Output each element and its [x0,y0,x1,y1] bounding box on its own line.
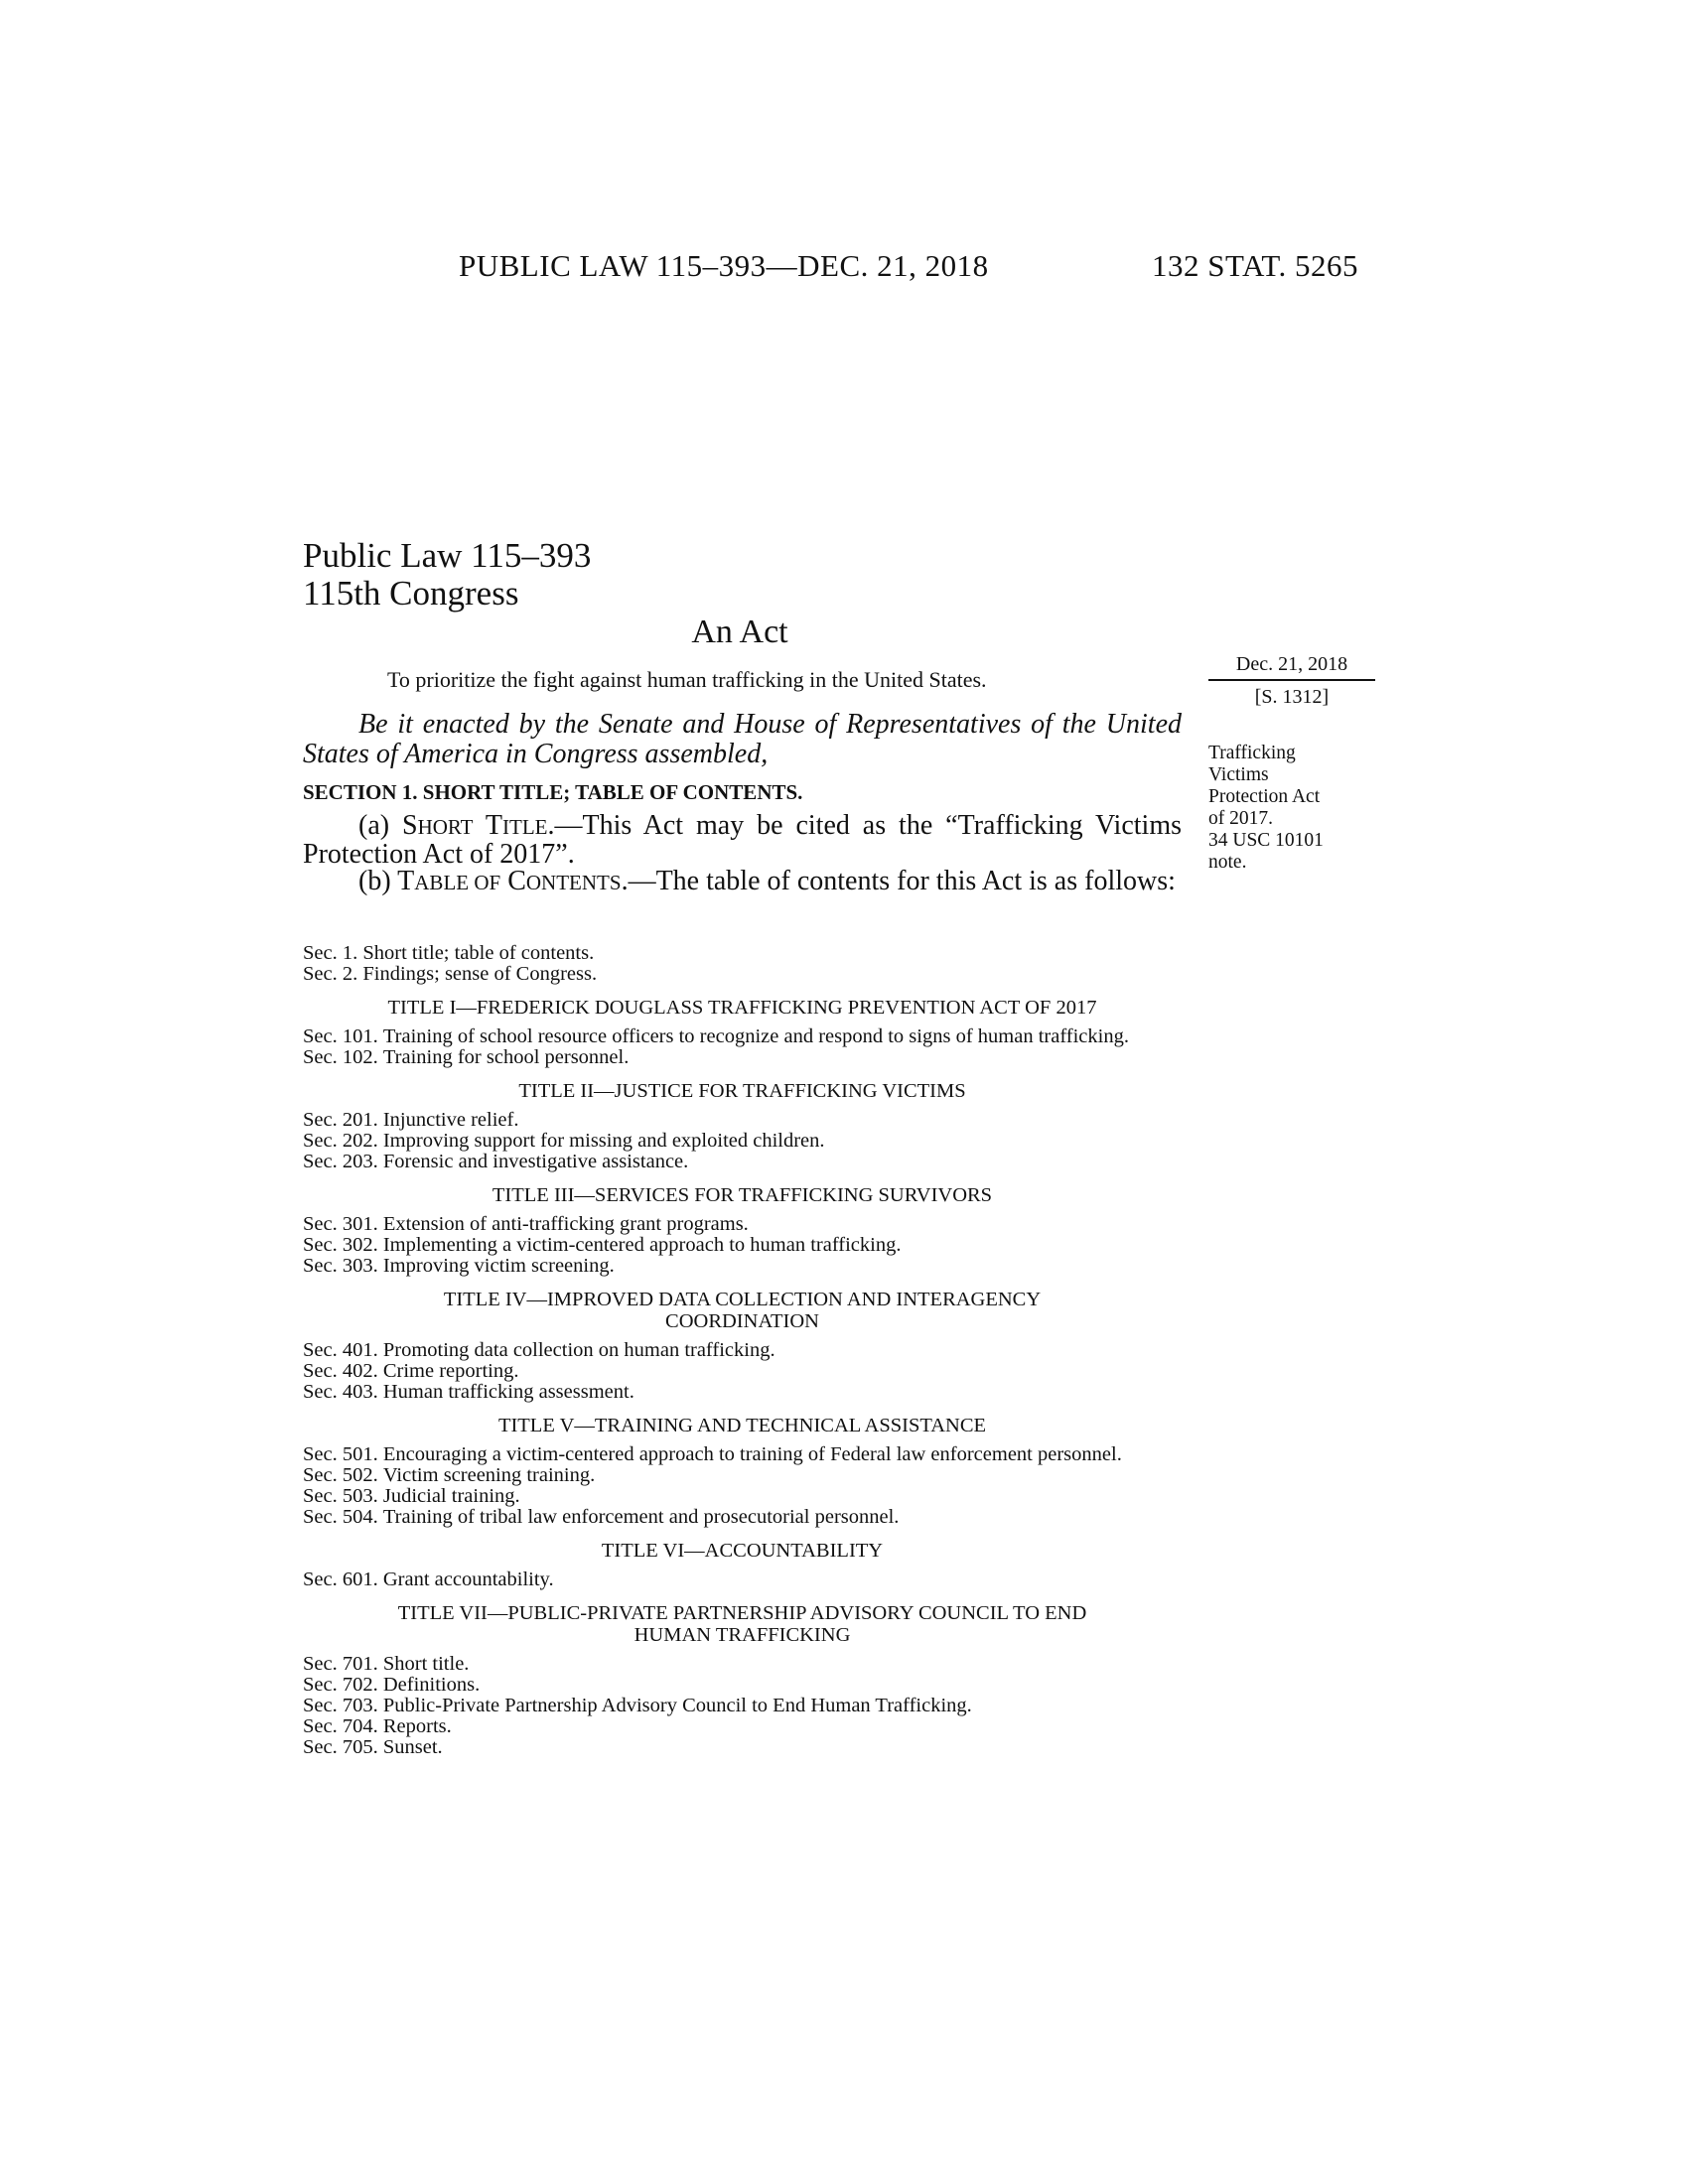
small-caps-text: ITLE [502,815,548,839]
toc-section-title: Crime reporting. [382,1360,519,1382]
toc-section-title: Improving victim screening. [382,1255,615,1277]
margin-note-line: 34 USC 10101 [1208,830,1324,851]
small-caps-initial: T [473,810,503,841]
toc-title-heading [303,997,1182,1019]
toc-title-line: TITLE III—SERVICES FOR TRAFFICKING SURVIVORS [492,1184,993,1206]
toc-title-line: HUMAN TRAFFICKING [633,1624,851,1646]
small-caps-initial: S [402,810,418,841]
toc-title-line: TITLE VI—ACCOUNTABILITY [601,1540,884,1562]
toc-section-title: Public-Private Partnership Advisory Council to End Human Trafficking. [382,1695,972,1716]
toc-title-line: TITLE II—JUSTICE FOR TRAFFICKING VICTIMS [518,1080,966,1102]
toc-title-line: TITLE V—TRAINING AND TECHNICAL ASSISTANCE [497,1415,987,1436]
toc-section-title: Victim screening training. [382,1464,596,1486]
margin-date: Dec. 21, 2018 [1235,653,1348,675]
toc-section-title: Human trafficking assessment. [382,1381,634,1403]
toc-entry [303,1361,1182,1382]
toc-entry [303,1465,1182,1486]
running-header-citation: PUBLIC LAW 115–393—DEC. 21, 2018 [459,248,989,283]
table-of-contents [303,943,1182,1758]
toc-section-number: Sec. 101. [303,1025,383,1047]
toc-title-heading [303,1540,1182,1562]
small-caps-text: ONTENTS [525,871,622,894]
toc-section-number: Sec. 2. [303,963,363,985]
toc-section-number: Sec. 503. [303,1485,383,1507]
toc-section-number: Sec. 401. [303,1339,383,1361]
toc-title-heading [303,1080,1182,1102]
margin-note-line: Victims [1208,764,1269,785]
margin-note-line: Trafficking [1208,743,1296,763]
margin-note-line: note. [1208,852,1247,873]
toc-entry [303,1026,1182,1047]
toc-section-title: Short title; table of contents. [362,942,595,964]
toc-title-heading [303,1602,1182,1646]
paragraph-text: .—This Act may be cited as the “Trafficking Victims Protection Act of 2017”. [303,810,1182,870]
toc-entry [303,1444,1182,1465]
small-caps-text: ABLE [414,871,470,894]
toc-entry [303,1675,1182,1696]
toc-section-number: Sec. 301. [303,1213,383,1235]
toc-section-number: Sec. 303. [303,1255,383,1277]
toc-entry [303,1486,1182,1507]
toc-section-title: Short title. [382,1653,470,1675]
toc-section-number: Sec. 403. [303,1381,383,1403]
toc-section-number: Sec. 1. [303,942,363,964]
short-title-paragraph [303,812,1182,869]
paragraph-label: (b) [358,866,398,896]
toc-section-title: Training of school resource officers to recognize and respond to signs of human trafficking. [382,1025,1129,1047]
toc-section-title: Sunset. [382,1736,443,1758]
toc-section-number: Sec. 704. [303,1715,383,1737]
toc-entry [303,1152,1182,1172]
toc-section-title: Judicial training. [382,1485,520,1507]
law-number: Public Law 115–393 [303,536,592,575]
margin-note [1208,743,1382,874]
toc-entry [303,1382,1182,1403]
toc-entry [303,1340,1182,1361]
toc-section-title: Promoting data collection on human trafficking. [382,1339,775,1361]
section-heading: SECTION 1. SHORT TITLE; TABLE OF CONTENTS. [303,780,803,804]
toc-entry [303,1110,1182,1131]
margin-note-line: Protection Act [1208,786,1321,807]
toc-section-number: Sec. 703. [303,1695,383,1716]
toc-entry [303,1214,1182,1235]
small-caps-text: HORT [417,815,474,839]
toc-section-number: Sec. 102. [303,1046,383,1068]
small-caps-initial: C [500,866,526,896]
toc-section-number: Sec. 502. [303,1464,383,1486]
toc-title-line: COORDINATION [665,1310,819,1332]
toc-section-number: Sec. 203. [303,1151,383,1172]
toc-section-number: Sec. 302. [303,1234,383,1256]
toc-title-heading [303,1415,1182,1436]
toc-section-number: Sec. 702. [303,1674,383,1696]
running-header-page-number: 132 STAT. 5265 [1152,248,1359,283]
toc-title-heading [303,1289,1182,1332]
margin-bill-number: [S. 1312] [1254,686,1330,708]
toc-entry [303,1654,1182,1675]
toc-section-number: Sec. 501. [303,1443,383,1465]
paragraph-label: (a) [358,810,402,841]
toc-section-title: Forensic and investigative assistance. [382,1151,689,1172]
paragraph-text: .—The table of contents for this Act is as follows: [621,866,1176,896]
small-caps-text: OF [469,871,501,894]
act-heading: An Act [691,614,788,650]
toc-section-title: Improving support for missing and exploited children. [382,1130,825,1152]
toc-section-number: Sec. 202. [303,1130,383,1152]
toc-entry [303,1737,1182,1758]
toc-section-title: Grant accountability. [382,1569,554,1590]
toc-entry [303,1716,1182,1737]
toc-entry [303,1696,1182,1716]
toc-entry [303,1256,1182,1277]
toc-section-title: Extension of anti-trafficking grant programs. [382,1213,749,1235]
congress-label: 115th Congress [303,574,519,613]
toc-entry [303,943,1182,964]
toc-section-number: Sec. 402. [303,1360,383,1382]
toc-title-heading [303,1184,1182,1206]
margin-rule [1208,679,1375,681]
toc-title-line: TITLE VII—PUBLIC-PRIVATE PARTNERSHIP ADVISORY COUNCIL TO END [397,1602,1087,1624]
toc-title-line: TITLE I—FREDERICK DOUGLASS TRAFFICKING PREVENTION ACT OF 2017 [387,997,1097,1019]
act-purpose: To prioritize the fight against human trafficking in the United States. [387,667,987,692]
toc-section-number: Sec. 601. [303,1569,383,1590]
enacting-clause: Be it enacted by the Senate and House of Representatives of the United States of America in Congress assembled, [303,709,1182,769]
toc-section-title: Reports. [382,1715,452,1737]
toc-section-title: Findings; sense of Congress. [362,963,598,985]
toc-section-number: Sec. 504. [303,1506,383,1528]
table-of-contents-paragraph [303,868,1182,896]
toc-entry [303,1507,1182,1528]
margin-note-line: of 2017. [1208,808,1273,829]
toc-section-title: Injunctive relief. [382,1109,519,1131]
toc-section-number: Sec. 705. [303,1736,383,1758]
toc-section-title: Training of tribal law enforcement and prosecutorial personnel. [382,1506,900,1528]
toc-entry [303,1235,1182,1256]
toc-title-line: TITLE IV—IMPROVED DATA COLLECTION AND INTERAGENCY [443,1289,1042,1310]
small-caps-initial: T [397,866,415,896]
toc-section-title: Definitions. [382,1674,481,1696]
toc-section-title: Implementing a victim-centered approach to human trafficking. [382,1234,902,1256]
toc-section-title: Training for school personnel. [382,1046,630,1068]
toc-entry [303,1047,1182,1068]
toc-section-number: Sec. 701. [303,1653,383,1675]
toc-section-title: Encouraging a victim-centered approach to training of Federal law enforcement personnel. [382,1443,1122,1465]
toc-entry [303,1131,1182,1152]
toc-section-number: Sec. 201. [303,1109,383,1131]
toc-entry [303,964,1182,985]
toc-entry [303,1570,1182,1590]
